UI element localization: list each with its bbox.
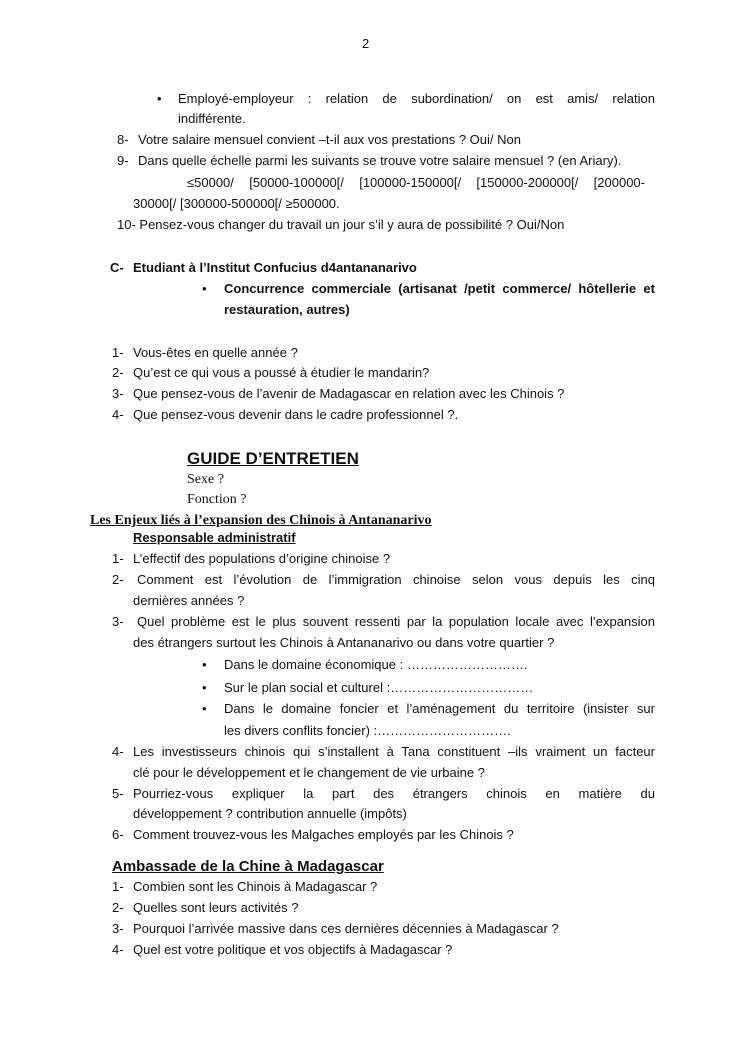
r-q3-text: Quel problème est le plus souvent ressenti par la population locale avec l’expansion xyxy=(137,614,655,629)
guide-title: GUIDE D’ENTRETIEN xyxy=(187,449,359,468)
r-q3-bullet: Dans le domaine économique : ………………………. xyxy=(224,657,528,672)
q9-num: 9- xyxy=(117,153,129,168)
c-q2-num: 2- xyxy=(112,365,124,380)
r-q1-num: 1- xyxy=(112,551,124,566)
bullet-icon: • xyxy=(202,657,207,672)
r-q1-text: L’effectif des populations d’origine chinoise ? xyxy=(133,551,391,566)
section-c-bullet: Concurrence commerciale (artisanat /petit commerce/ hôtellerie et xyxy=(224,281,655,296)
r-q3-cont: des étrangers surtout les Chinois à Antananarivo ou dans votre quartier ? xyxy=(133,635,555,650)
section-c-letter: C- xyxy=(110,260,124,275)
q10-text: 10- Pensez-vous changer du travail un jour s’il y aura de possibilité ? Oui/Non xyxy=(117,217,565,232)
c-q4-text: Que pensez-vous devenir dans le cadre professionnel ?. xyxy=(133,407,459,422)
bullet-icon: • xyxy=(202,701,207,716)
r-q2-num: 2- xyxy=(112,572,124,587)
c-q2-text: Qu’est ce qui vous a poussé à étudier le mandarin? xyxy=(133,365,430,380)
responsable-heading: Responsable administratif xyxy=(133,530,296,545)
a-q2-text: Quelles sont leurs activités ? xyxy=(133,900,299,915)
r-q2-text: Comment est l’évolution de l’immigration chinoise selon vous depuis les cinq xyxy=(137,572,655,587)
bullet-icon: • xyxy=(202,281,207,296)
c-q3-num: 3- xyxy=(112,386,124,401)
section-c-title: Etudiant à l’Institut Confucius d4antananarivo xyxy=(133,260,417,275)
r-q5-cont: développement ? contribution annuelle (impôts) xyxy=(133,806,407,821)
r-q4-num: 4- xyxy=(112,744,124,759)
r-q5-num: 5- xyxy=(112,786,124,801)
a-q1-num: 1- xyxy=(112,879,124,894)
a-q3-text: Pourquoi l’arrivée massive dans ces dernières décennies à Madagascar ? xyxy=(133,921,559,936)
r-q3-num: 3- xyxy=(112,614,124,629)
r-q3-bullet-cont: les divers conflits foncier) :…………………………. xyxy=(224,723,511,738)
q9-ranges-1: ≤50000/ [50000-100000[/ [100000-150000[/ [150000-200000[/ [200000- xyxy=(187,175,645,190)
a-q3-num: 3- xyxy=(112,921,124,936)
r-q6-text: Comment trouvez-vous les Malgaches employés par les Chinois ? xyxy=(133,827,514,842)
c-q3-text: Que pensez-vous de l’avenir de Madagascar en relation avec les Chinois ? xyxy=(133,386,565,401)
r-q5-text: Pourriez-vous expliquer la part des étrangers chinois en matière du xyxy=(133,786,655,801)
r-q6-num: 6- xyxy=(112,827,124,842)
r-q2-cont: dernières années ? xyxy=(133,593,245,608)
a-q4-num: 4- xyxy=(112,942,124,957)
section-c-bullet-cont: restauration, autres) xyxy=(224,302,350,317)
q9-text: Dans quelle échelle parmi les suivants se trouve votre salaire mensuel ? (en Ariary). xyxy=(138,153,622,168)
bullet-icon: • xyxy=(157,91,162,106)
a-q4-text: Quel est votre politique et vos objectifs à Madagascar ? xyxy=(133,942,453,957)
q8-num: 8- xyxy=(117,132,129,147)
ambassade-heading: Ambassade de la Chine à Madagascar xyxy=(112,858,384,875)
q8-text: Votre salaire mensuel convient –t-il aux vos prestations ? Oui/ Non xyxy=(138,132,521,147)
c-q4-num: 4- xyxy=(112,407,124,422)
fonction-label: Fonction ? xyxy=(187,492,247,507)
q9-ranges-2: 30000[/ [300000-500000[/ ≥500000. xyxy=(133,196,340,211)
r-q4-cont: clé pour le développement et le changement de vie urbaine ? xyxy=(133,765,485,780)
r-q4-text: Les investisseurs chinois qui s’installent à Tana constituent –ils vraiment un facteur xyxy=(133,744,655,759)
c-q1-text: Vous-êtes en quelle année ? xyxy=(133,345,298,360)
sexe-label: Sexe ? xyxy=(187,472,224,487)
r-q3-bullet: Dans le domaine foncier et l’aménagement du territoire (insister sur xyxy=(224,701,655,716)
bullet-icon: • xyxy=(202,680,207,695)
bullet-text-cont: indifférente. xyxy=(178,111,246,126)
a-q2-num: 2- xyxy=(112,900,124,915)
page-number: 2 xyxy=(362,36,370,51)
a-q1-text: Combien sont les Chinois à Madagascar ? xyxy=(133,879,378,894)
c-q1-num: 1- xyxy=(112,345,124,360)
r-q3-bullet: Sur le plan social et culturel :…………………………… xyxy=(224,680,534,695)
bullet-text: Employé-employeur : relation de subordination/ on est amis/ relation xyxy=(178,91,655,106)
guide-subtitle: Les Enjeux liés à l’expansion des Chinois à Antananarivo xyxy=(90,513,432,528)
